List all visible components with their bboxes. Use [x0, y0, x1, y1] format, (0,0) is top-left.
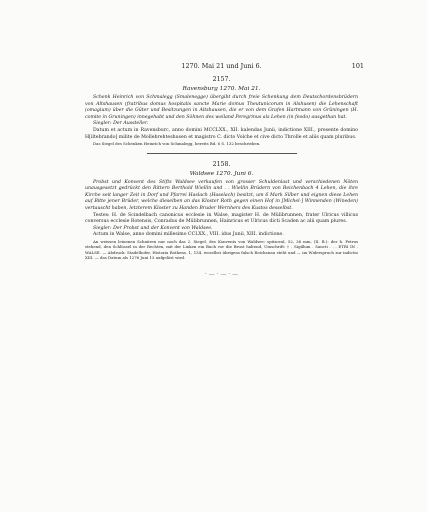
end-ornament: · — · — · — — [204, 270, 239, 278]
actum-paragraph: Actum in Walse, anno domini millesimo CCLXX., VIII. idus Junii, XIII. indictione. — [93, 232, 284, 238]
testes-paragraph: Testes: H. de Scindelbach canonicus ecclesie in Walse, magister H. de Mülibrunnen, frater Ulricus villicus conversus ecclesie Rotensis, Conradus de Mülibrunnen, Hainricus et Ulricus dicti Scaden ac alii quam plures. — [85, 212, 358, 225]
summary-paragraph: Schenk Heinrich von Schmalegg (Smalenegge) übergibt durch freie Schenkung dem Deutschordensbrüdern von Altshausen (fratribus domus hospitalis sancte Marie domus Theutunicorum in Alshusen) die Lehenschaft (omagium) über die Güter und Besitzungen in Altshausen, die er von dem Grafen Hartmann von Grüningen (H. comite in Gruningen) innegehabt und den Söhnen des weiland Peregrinus als Lehen (in feodo) ausgethan hat. — [85, 95, 358, 120]
running-header — [85, 60, 364, 72]
separator-line — [147, 153, 297, 154]
siegler-line: Siegler: Der Aussteller. — [93, 121, 149, 127]
header-dates: 1270. Mai 21 und Juni 6. — [181, 62, 262, 70]
place-date: Ravensburg 1270. Mai 21. — [182, 86, 261, 92]
document-number: 2157. — [212, 76, 231, 83]
document-page — [85, 60, 364, 278]
siegler-line: Siegler: Der Probst und der Konvent von Waldsee. — [93, 225, 213, 231]
seal-note: An weissen leinenen Schnüren nur noch das 2. Siegel, des Konvents von Waldsee: spitzoval, 52, 36 mm, (II. B.): der h. Petrus stehend, den Schlüssel in der Rechten, mit der Linken ein Buch vor die Brust haltend, Umschrift: † . Sigillum . Sancti . . . ETRI IN . WALSE. — Abdruck: Stadelhofer, Historia Rothens. 1, 134, woselbst übrigens falsch Reichenau steht und — im Widerspruch zur indictio XIII. — das Datum als 1276 Juni 13 aufgelöst wird. — [85, 238, 358, 261]
seal-note: Das Siegel des Schenken Heinrich von Schmalegg, bereits Bd. 6 S. 132 beschrieben. — [93, 141, 261, 147]
summary-paragraph: Probst und Konvent des Stifts Waldsee verkaufen von grosser Schuldenlast und verschiedenen Nöten unausgesetzt gedrückt den Rittern Berthold Wiellin und . . Wiellin Brüdern von Reichenbach 4 Lehen, die ihre Kirche seit langer Zeit in Dorf und Pfarrei Haslach (Haselach) besitzt, um 6 Mark Silber und eignen diese Lehen auf Bitte jener Brüder, welche dieselben an das Kloster Roth gegen einen Hof in [Michel-] Winnenden (Wineden) vertauscht haben, letzterem Kloster zu Handen Bruder Wernhers des Kustos desselbst. — [85, 179, 358, 211]
place-date: Waldsee 1270. Juni 6. — [189, 170, 254, 177]
datum-paragraph: Datum et actum in Ravensburc, anno domini MCCLXX., XII. kalendas Junii, indictione XIII., presente domino H[iltebrando] milite de Mollebrehteshusen et magistro C. dicto Volche et cive dicto Throlle et aliis quam pluribus. — [85, 127, 358, 140]
page-number: 101 — [351, 62, 364, 70]
document-number: 2158. — [212, 160, 231, 168]
